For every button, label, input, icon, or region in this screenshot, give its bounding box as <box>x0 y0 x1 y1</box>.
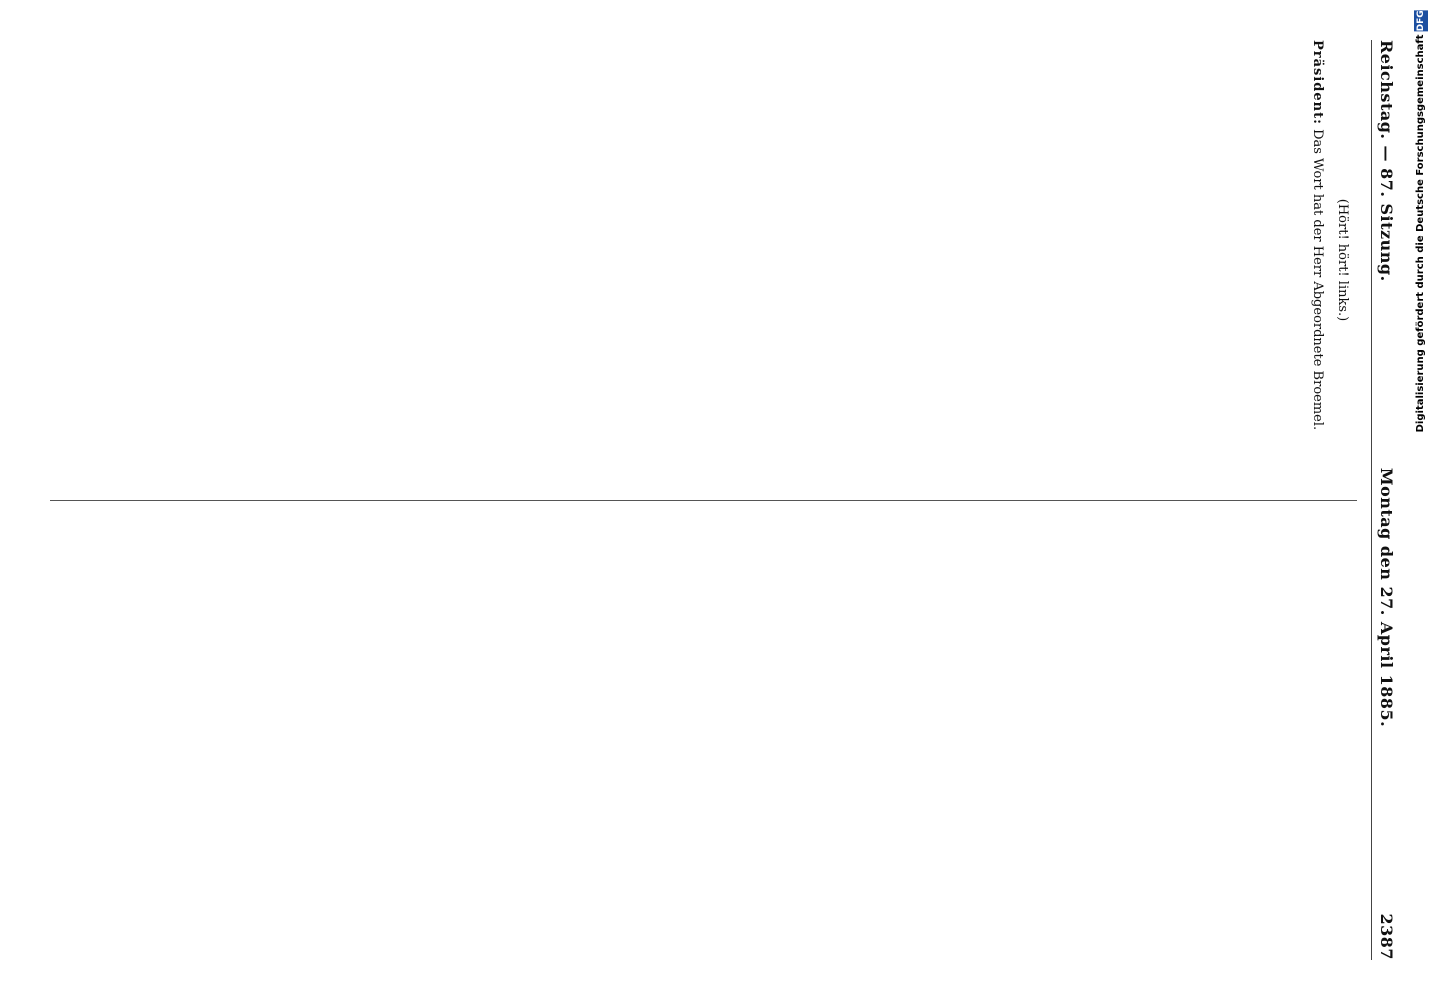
speaker-name: Präsident: <box>1310 40 1326 125</box>
president-announcement: Präsident: Das Wort hat der Herr Abgeordnete Broemel. <box>1310 40 1326 431</box>
page-number: 2387 <box>1377 913 1397 960</box>
right-column <box>50 520 1357 960</box>
page-header <box>1371 40 1402 960</box>
header-center: Montag den 27. April 1885. <box>1377 467 1397 728</box>
credit-text: Digitalisierung gefördert durch die Deutsche Forschungsgemeinschaft <box>1415 34 1426 433</box>
dfg-logo: DFG <box>1416 10 1426 32</box>
digitization-credit <box>1412 0 1430 1000</box>
left-column <box>50 40 1357 480</box>
header-left: Reichstag. — 87. Sitzung. <box>1377 40 1397 282</box>
interjection: (Hört! hört! links.) <box>1335 198 1350 322</box>
column-divider <box>50 500 1357 501</box>
